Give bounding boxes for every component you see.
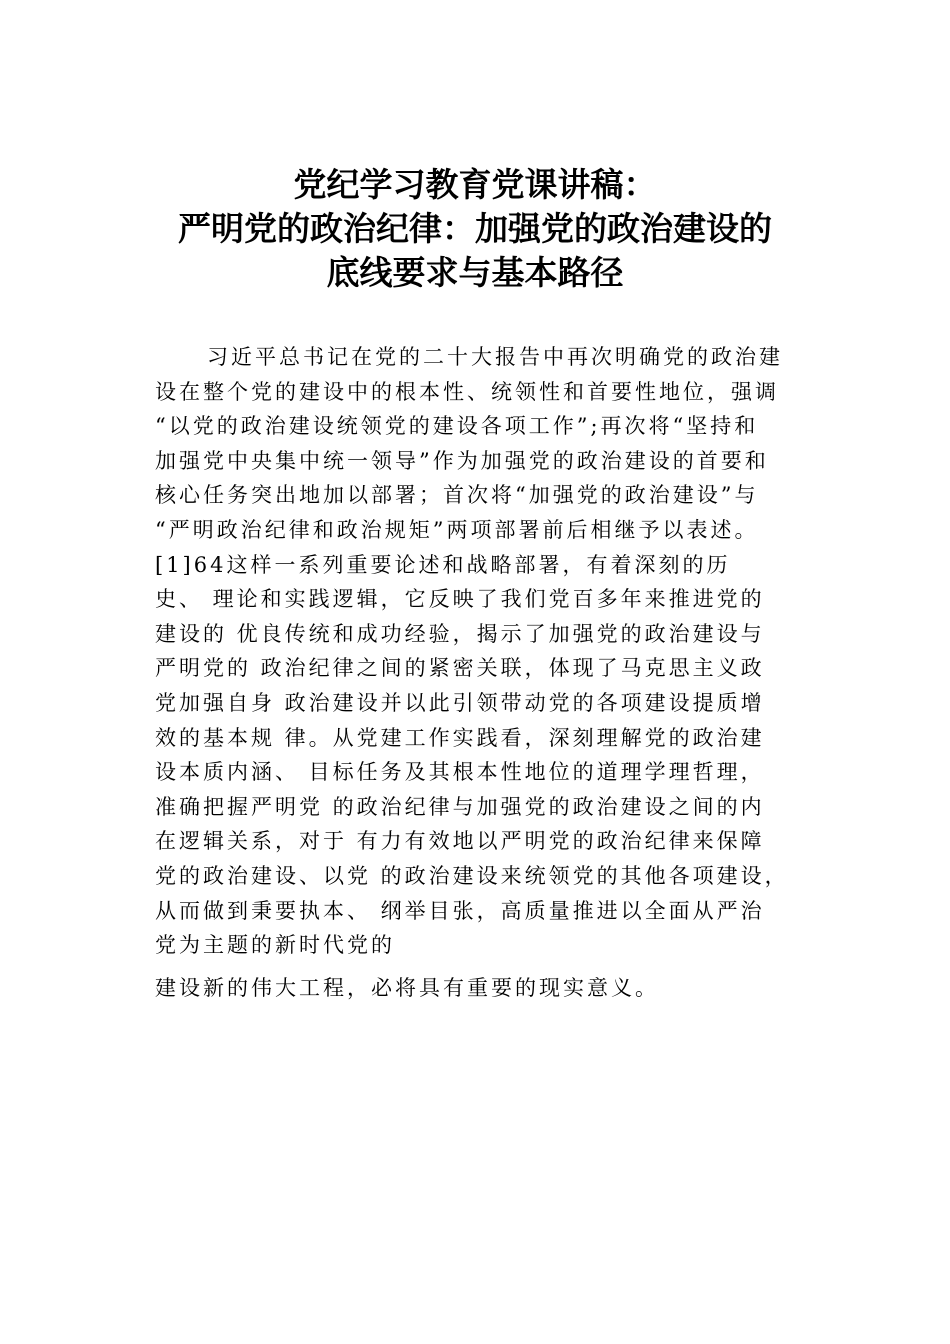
body-paragraph (155, 340, 835, 1005)
body-line: 效的基本规 律。从党建工作实践看，深刻理解党的政治建 (155, 725, 765, 750)
title-line-1: 党纪学习教育党课讲稿： (293, 165, 657, 204)
body-line: “以党的政治建设统领党的建设各项工作”;再次将“坚持和 (155, 414, 759, 439)
body-line: 加强党中央集中统一领导”作为加强党的政治建设的首要和 (155, 448, 769, 473)
body-line: 严明党的 政治纪律之间的紧密关联，体现了马克思主义政 (155, 656, 765, 681)
title-line-3: 底线要求与基本路径 (326, 253, 624, 292)
body-line: 史、 理论和实践逻辑，它反映了我们党百多年来推进党的 (155, 587, 765, 612)
body-line: 核心任务突出地加以部署；首次将“加强党的政治建设”与 (155, 483, 759, 508)
body-line: 在逻辑关系，对于 有力有效地以严明党的政治纪律来保障 (155, 829, 765, 854)
body-line: [1]64这样一系列重要论述和战略部署，有着深刻的历 (155, 552, 731, 577)
body-line: 设本质内涵、 目标任务及其根本性地位的道理学理哲理， (155, 760, 765, 785)
body-line: 建设的 优良传统和成功经验，揭示了加强党的政治建设与 (155, 621, 765, 646)
body-line: “严明政治纪律和政治规矩”两项部署前后相继予以表述。 (155, 517, 759, 542)
title-line-2: 严明党的政治纪律：加强党的政治建设的 (178, 209, 772, 248)
body-line: 从而做到秉要执本、 纲举目张，高质量推进以全面从严治 (155, 898, 765, 923)
document-title (0, 163, 950, 295)
body-line: 党的政治建设、以党 的政治建设来统领党的其他各项建设， (155, 863, 789, 888)
body-line: 建设新的伟大工程，必将具有重要的现实意义。 (155, 975, 659, 1000)
body-line: 党为主题的新时代党的 (155, 933, 395, 958)
body-line: 党加强自身 政治建设并以此引领带动党的各项建设提质增 (155, 690, 765, 715)
body-line: 习近平总书记在党的二十大报告中再次明确党的政治建 (207, 345, 783, 369)
body-line: 准确把握严明党 的政治纪律与加强党的政治建设之间的内 (155, 794, 765, 819)
body-line: 设在整个党的建设中的根本性、统领性和首要性地位，强调 (155, 379, 779, 404)
